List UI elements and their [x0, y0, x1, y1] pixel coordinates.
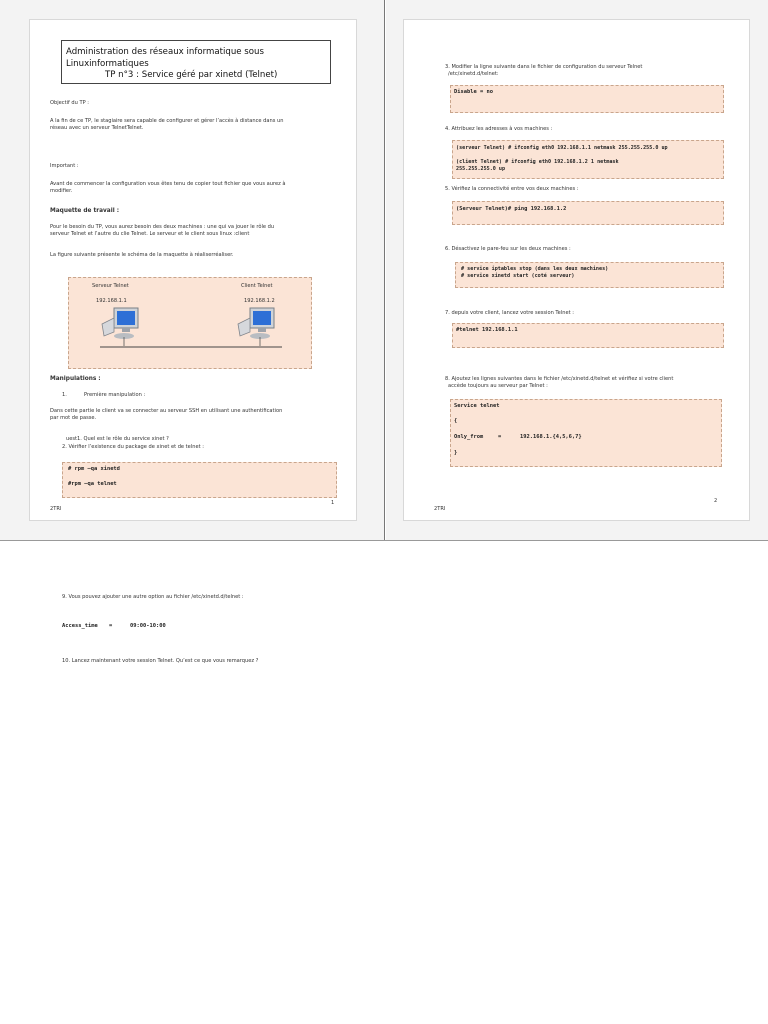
rpm-telnet-command: #rpm –qa telnet	[68, 481, 117, 487]
step10-text: 10. Lancez maintenant votre session Telnet. Qu’est ce que vous remarquez ?	[62, 658, 259, 664]
step8-text-cont: accède toujours au serveur par Telnet :	[448, 383, 548, 389]
maquette-text: Pour le besoin du TP, vous aurez besoin des deux machines : une qui va jouer le rôle du serveur Telnet et l’autre du clie Telnet. Le serveur et le client sous linux :client	[50, 224, 275, 237]
ifconfig-client-line: (client Telnet) # ifconfig eth0 192.168.1.2 1 netmask	[456, 159, 619, 165]
only-from-eq: =	[498, 434, 502, 440]
close-brace: }	[454, 450, 458, 456]
telnet-command: #telnet 192.168.1.1	[456, 327, 518, 333]
step3-path: /etc/xinetd.d/telnet:	[448, 71, 499, 77]
question-role: uest1. Quel est le rôle du service xinet ?	[66, 436, 169, 442]
important-heading: Important :	[50, 163, 79, 169]
server-label: Serveur Telnet	[92, 283, 129, 289]
important-text: Avant de commencer la configuration vous êtes tenu de copier tout fichier que vous aurez à modifier.	[50, 181, 286, 194]
page2-number: 2	[714, 498, 718, 504]
computer-icon	[100, 306, 140, 342]
step7-text: 7. depuis votre client, lancez votre session Telnet :	[445, 310, 574, 316]
question-verify: 2. Vérifier l’existence du package de xinet et de telnet :	[62, 444, 204, 450]
step8-text: 8. Ajoutez les lignes suivantes dans le fichier /etc/xinetd.d/telnet et vérifiez si votre client	[445, 376, 674, 382]
access-time-key: Access_time	[62, 623, 98, 629]
xinetd-command: # service xinetd start (coté serveur)	[461, 273, 575, 279]
page1-number: 1	[331, 500, 335, 506]
step3-text: 3. Modifier la ligne suivante dans le fichier de configuration du serveur Telnet	[445, 64, 643, 70]
service-telnet-line: Service telnet	[454, 403, 500, 409]
step9-text: 9. Vous pouvez ajouter une autre option au fichier /etc/xinetd.d/telnet :	[62, 594, 244, 600]
access-time-value: 09:00-10:00	[130, 623, 166, 629]
objectif-heading: Objectif du TP :	[50, 100, 90, 106]
page-divider	[0, 540, 768, 541]
client-ip: 192.168.1.2	[244, 298, 275, 304]
step6-text: 6. Désactivez le pare-feu sur les deux machines :	[445, 246, 571, 252]
ifconfig-client-line-cont: 255.255.255.0 up	[456, 166, 506, 172]
objectif-text: A la fin de ce TP, le stagiaire sera capable de configurer et gérer l’accès à distance dans un réseau avec un serveur TelnetTelnet.	[50, 118, 284, 131]
computer-icon	[236, 306, 276, 342]
rpm-xinetd-command: # rpm –qa xinetd	[68, 466, 120, 472]
network-line	[100, 346, 282, 348]
iptables-command: # service iptables stop (dans les deux machines)	[461, 266, 609, 272]
only-from-key: Only_from	[454, 434, 484, 440]
client-label: Client Telnet	[241, 283, 273, 289]
maquette-heading: Maquette de travail :	[50, 208, 120, 214]
document-title-line3: TP n°3 : Service géré par xinetd (Telnet)	[105, 70, 278, 80]
step5-text: 5. Vérifiez la connectivité entre vos deux machines :	[445, 186, 579, 192]
page2-footer-left: 2TRI	[434, 506, 446, 512]
document-title-line2: Linuxinformatiques	[66, 59, 149, 69]
disable-config-line: Disable = no	[454, 89, 493, 95]
ifconfig-server-line: (serveur Telnet) # ifconfig eth0 192.168.1.1 netmask 255.255.255.0 up	[456, 145, 668, 151]
figure-caption: La figure suivante présente le schéma de la maquette à réaliserréaliser.	[50, 252, 234, 258]
first-manipulation: Première manipulation :	[84, 392, 146, 398]
open-brace: {	[454, 418, 458, 424]
only-from-value: 192.168.1.{4,5,6,7}	[520, 434, 582, 440]
manipulations-heading: Manipulations :	[50, 376, 101, 382]
manipulation-text: Dans cette partie le client va se connecter au serveur SSH en utilisant une authentification par mot de passe.	[50, 408, 283, 421]
ping-command: (Serveur Telnet)# ping 192.168.1.2	[456, 206, 567, 212]
page1-footer-left: 2TRI	[50, 506, 62, 512]
step4-text: 4. Attribuez les adresses à vos machines :	[445, 126, 553, 132]
first-manipulation-number: 1.	[62, 392, 67, 398]
ping-box	[452, 201, 724, 225]
access-time-eq: =	[109, 623, 113, 629]
document-title-line1: Administration des réseaux informatique sous	[66, 47, 264, 57]
server-ip: 192.168.1.1	[96, 298, 127, 304]
